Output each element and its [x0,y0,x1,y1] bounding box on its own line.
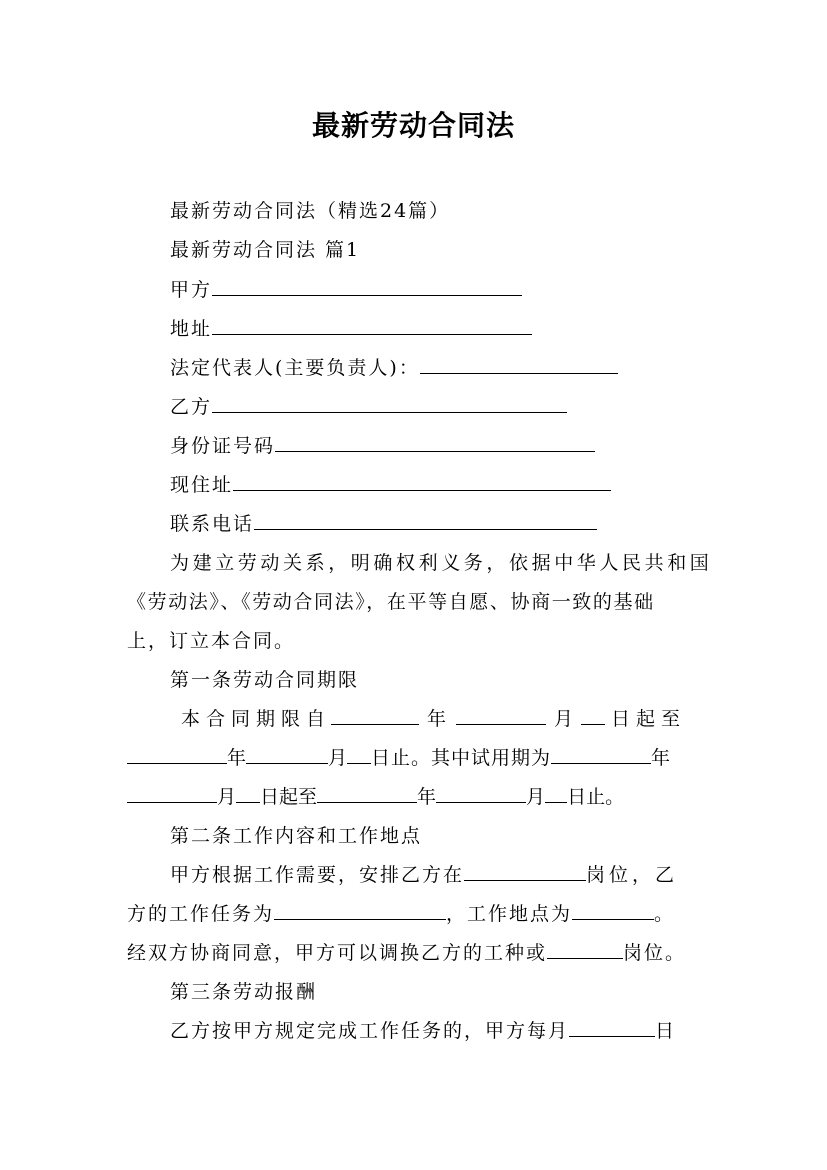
current-address-row [170,471,770,499]
phone-label: 联系电话 [170,513,255,535]
article-2-line-1 [170,861,770,889]
party-b-blank[interactable] [212,393,567,413]
start-year-blank[interactable] [331,705,419,725]
article-1-line-1 [181,705,781,733]
phone-blank[interactable] [254,510,597,530]
work-location-blank[interactable] [572,900,654,920]
party-b-label: 乙方 [170,396,213,418]
article-1-text: 日止。其中试用期为 [371,747,552,769]
alternate-position-blank[interactable] [547,939,623,959]
article-3-heading: 第三条劳动报酬 [170,981,318,1003]
article-1-text: 日起至 [260,786,318,808]
article-2-line-2 [127,900,727,928]
article-1-line-2 [127,744,727,772]
document-title: 最新劳动合同法 [311,109,515,142]
start-month-blank[interactable] [456,705,546,725]
article-3-text: 日 [655,1020,677,1042]
probation-start-day-blank[interactable] [236,783,260,803]
article-2-text: 经双方协商同意，甲方可以调换乙方的工种或 [127,942,548,964]
current-address-label: 现住址 [170,474,234,496]
article-1-text: 年 [417,786,437,808]
article-1-text: 日止。 [567,786,625,808]
article-1-text: 月 [554,708,580,730]
current-address-blank[interactable] [233,471,611,491]
preamble-line-3: 上，订立本合同。 [127,630,296,652]
article-1-text: 年 [651,747,671,769]
party-b-row [170,393,770,421]
probation-start-month-blank[interactable] [127,783,217,803]
article-2-text: 岗位。 [623,942,687,964]
end-day-blank[interactable] [347,744,371,764]
article-3-line-1 [170,1017,770,1045]
legal-rep-label: 法定代表人(主要负责人)： [170,357,420,379]
subtitle: 最新劳动合同法（精选24篇） [170,200,451,222]
probation-end-year-blank[interactable] [317,783,417,803]
legal-rep-row [170,354,770,382]
party-a-blank[interactable] [212,276,522,296]
article-2-text: 。 [654,903,676,925]
start-day-blank[interactable] [581,705,605,725]
article-1-text: 年 [427,708,453,730]
address-label: 地址 [170,318,213,340]
preamble-line-2: 《劳动法》、《劳动合同法》，在平等自愿、协商一致的基础 [127,591,655,613]
article-1-text: 年 [227,747,247,769]
article-2-text: 岗位，乙 [586,864,679,886]
article-1-text: 日起至 [611,708,687,730]
article-1-text: 月 [328,747,348,769]
article-2-heading: 第二条工作内容和工作地点 [170,825,423,847]
id-number-row [170,432,770,460]
position-blank[interactable] [464,861,586,881]
probation-start-year-blank[interactable] [551,744,651,764]
article-2-line-3 [127,939,727,967]
article-3-text: 乙方按甲方规定完成工作任务的，甲方每月 [170,1020,570,1042]
article-2-text: ，工作地点为 [446,903,573,925]
end-month-blank[interactable] [246,744,328,764]
address-blank[interactable] [212,315,532,335]
article-1-heading: 第一条劳动合同期限 [170,669,360,691]
article-2-text: 甲方根据工作需要，安排乙方在 [170,864,465,886]
end-year-blank[interactable] [127,744,227,764]
probation-end-month-blank[interactable] [436,783,526,803]
article-1-text: 月 [526,786,546,808]
article-1-text: 月 [217,786,237,808]
article-1-text: 本合同期限自 [181,708,332,730]
article-1-line-3 [127,783,727,811]
phone-row [170,510,770,538]
legal-rep-blank[interactable] [420,354,618,374]
section-heading: 最新劳动合同法 篇1 [170,239,361,261]
party-a-label: 甲方 [170,279,213,301]
party-a-row [170,276,770,304]
payday-blank[interactable] [569,1017,655,1037]
preamble-line-1: 为建立劳动关系，明确权利义务，依据中华人民共和国 [170,552,713,574]
task-blank[interactable] [274,900,446,920]
address-row [170,315,770,343]
id-number-label: 身份证号码 [170,435,276,457]
article-2-text: 方的工作任务为 [127,903,275,925]
probation-end-day-blank[interactable] [545,783,567,803]
id-number-blank[interactable] [275,432,595,452]
